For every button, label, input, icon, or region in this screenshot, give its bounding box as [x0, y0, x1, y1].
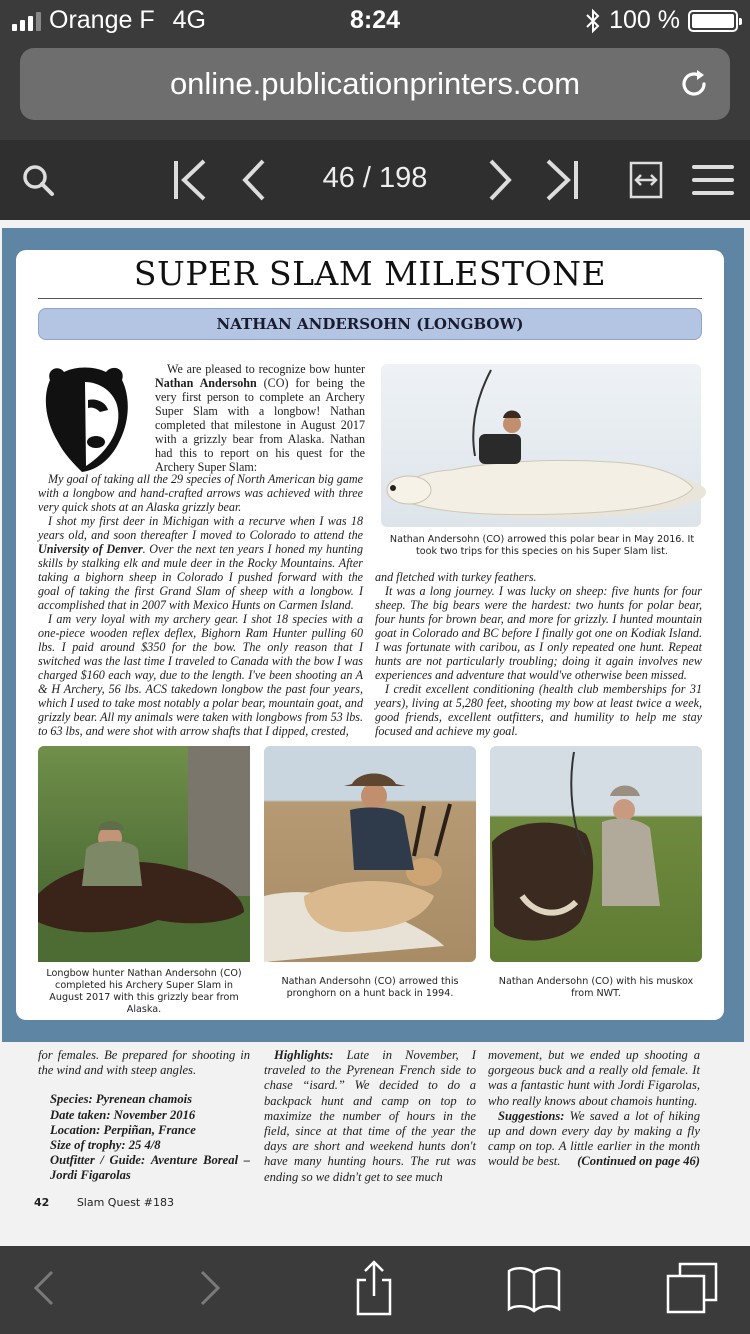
reload-icon[interactable]: [676, 66, 712, 102]
left-column: [38, 472, 363, 738]
bookmarks-icon[interactable]: [506, 1260, 562, 1316]
lower-col1-text: for females. Be prepared for shooting in the wind and with steep angles.: [38, 1048, 250, 1078]
address-bar[interactable]: [20, 48, 730, 120]
grizzly-photo: [38, 746, 250, 962]
search-icon[interactable]: [16, 158, 60, 202]
page-number: 42: [34, 1196, 50, 1209]
left-paragraph: [38, 514, 363, 612]
pronghorn-caption: Nathan Andersohn (CO) arrowed this pronghorn on a hunt back in 1994.: [281, 976, 459, 999]
right-paragraph: It was a long journey. I was lucky on sheep: five hunts for four sheep. The big bears were the hardest: two hunts for polar bear, four hunts for brown bear, and more for grizzly. I hunted mountain goat in Colorado and BC before I finally got one on Kodiak Island. I was fortunate with caribou, as I only repeated one hunt. Repeat hunts are not particularly troubling; doing it again involves new experiences and adventure that would've otherwise been missed.: [375, 584, 702, 682]
lower-column-3: [488, 1048, 700, 1169]
bluetooth-icon: [585, 9, 601, 33]
grizzly-caption: Longbow hunter Nathan Andersohn (CO) completed his Archery Super Slam in August 2017 with this grizzly bear from Alaska.: [46, 968, 242, 1015]
first-page-icon[interactable]: [168, 158, 212, 202]
hunter-name: Nathan Andersohn: [155, 376, 257, 390]
prev-page-icon[interactable]: [232, 158, 276, 202]
left-para-2-rest: . Over the next ten years I honed my hunting skills by stalking elk and mule deer in the Rocky Mountains. After taking a bighorn sheep in Colorado I pushed forward with the goal of taking the first Grand Slam of sheep with a longbow. I accomplished that in 2007 with Mexico Hunts on Carmen Island.: [38, 542, 363, 612]
highlights-text: Late in November, I traveled to the Pyrenean French side to chase “isard.” We decided to do a backpack hunt and camp on top to maximize the number of hours in the field, since at that time of the year the days are short and weekend hunts don't have many hunting hours. The rut was ending so we didn't get to see much: [264, 1048, 476, 1184]
browser-bottom-bar: [0, 1246, 750, 1334]
article-title: SUPER SLAM MILESTONE: [133, 254, 607, 293]
fact-size: Size of trophy: 25 4/8: [50, 1138, 161, 1153]
clock: 8:24: [349, 6, 401, 34]
magazine-issue: Slam Quest #183: [76, 1196, 174, 1209]
back-icon[interactable]: [24, 1260, 64, 1316]
fit-width-icon[interactable]: [626, 158, 666, 202]
browser-address-area: [0, 40, 750, 140]
article-subtitle: NATHAN ANDERSOHN (LONGBOW): [38, 308, 702, 340]
left-paragraph: I am very loyal with my archery gear. I shot 18 species with a one-piece wooden reflex deflex, Bighorn Ram Hunter pulling 60 lbs. I paid around $350 for the bow. The only reason that I switched was the last time I traveled to Canada with the bow I was charged $160 each way, due to the length. I've been shooting an A & H Archery, 56 lbs. ACS takedown longbow the past four years, which I used to take most notably a polar bear, mountain goat, and grizzly bear. All my animals were taken with longbows from 53 lbs. to 63 lbs, and were shot with arrow shafts that I dipped, crested,: [38, 612, 363, 738]
page-indicator: 46 / 198: [322, 162, 428, 194]
share-icon[interactable]: [352, 1260, 396, 1316]
menu-icon[interactable]: [690, 158, 736, 202]
url-text[interactable]: online.publicationprinters.com: [169, 66, 581, 101]
continued-note: (Continued on page 46): [577, 1153, 700, 1168]
suggestions-label: Suggestions:: [498, 1108, 565, 1123]
lower-column-2: [264, 1048, 476, 1186]
right-paragraph: I credit excellent conditioning (health club memberships for 31 years), living at 5,280 feet, shooting my bow at least twice a week, good friends, excellent outfitters, and humility to help me stay focused and achieve my goal.: [375, 682, 702, 738]
battery-icon: [688, 10, 738, 32]
viewer-toolbar: [0, 140, 750, 220]
polar-bear-photo: [381, 364, 701, 527]
polar-bear-caption: Nathan Andersohn (CO) arrowed this polar bear in May 2016. It took two trips for this species on his Super Slam list.: [389, 534, 695, 557]
right-column: [375, 570, 702, 738]
lower-col3-text: movement, but we ended up shooting a gorgeous buck and a really old female. It was a fantastic hunt with Jordi Figarolas, who really knows about chamois hunting.: [488, 1048, 700, 1108]
last-page-icon[interactable]: [540, 158, 584, 202]
next-page-icon[interactable]: [478, 158, 522, 202]
university-name: University of Denver: [38, 542, 143, 556]
intro-lead: We are pleased to recognize bow hunter: [167, 362, 365, 376]
left-paragraph: My goal of taking all the 29 species of North American big game with a longbow and hand-crafted arrows was achieved with three very quick shots at an Alaska grizzly bear.: [38, 472, 363, 514]
pronghorn-photo: [264, 746, 476, 962]
carrier-label: Orange F: [49, 6, 155, 34]
fact-location: Location: Perpiñan, France: [50, 1122, 196, 1137]
right-paragraph: and fletched with turkey feathers.: [375, 570, 537, 584]
tabs-icon[interactable]: [666, 1260, 718, 1316]
left-para-2-lead: I shot my first deer in Michigan with a recurve when I was 18 years old, and soon thereafter I moved to Colorado to attend the: [38, 514, 363, 542]
forward-icon[interactable]: [190, 1260, 230, 1316]
highlights-label: Highlights:: [274, 1048, 334, 1062]
fact-date: Date taken: November 2016: [50, 1107, 196, 1122]
fact-outfitter: Outfitter / Guide: Aventure Boreal – Jordi Figarolas: [50, 1153, 250, 1183]
lower-column-1: [38, 1048, 250, 1184]
muskox-caption: Nathan Andersohn (CO) with his muskox from NWT.: [498, 976, 694, 999]
muskox-photo: [490, 746, 702, 962]
highlights-paragraph: [264, 1048, 476, 1185]
suggestions-text: We saved a lot of hiking up and down every day by making a fly camp on top. A little earlier in the month would be best.: [488, 1108, 700, 1169]
intro-rest: (CO) for being the very first person to complete an Archery Super Slam with a longbow! Nathan completed that milestone in August 2017 with a grizzly bear from Alaska. Nathan had this to report on his quest for the Archery Super Slam:: [155, 376, 365, 474]
title-rule: [38, 298, 702, 299]
fact-species: Species: Pyrenean chamois: [50, 1092, 193, 1107]
network-label: 4G: [172, 6, 206, 34]
intro-text: [155, 362, 365, 474]
battery-label: 100 %: [609, 6, 680, 34]
page-footer: [34, 1196, 174, 1209]
status-bar: [0, 0, 750, 40]
bear-logo: [36, 362, 134, 474]
